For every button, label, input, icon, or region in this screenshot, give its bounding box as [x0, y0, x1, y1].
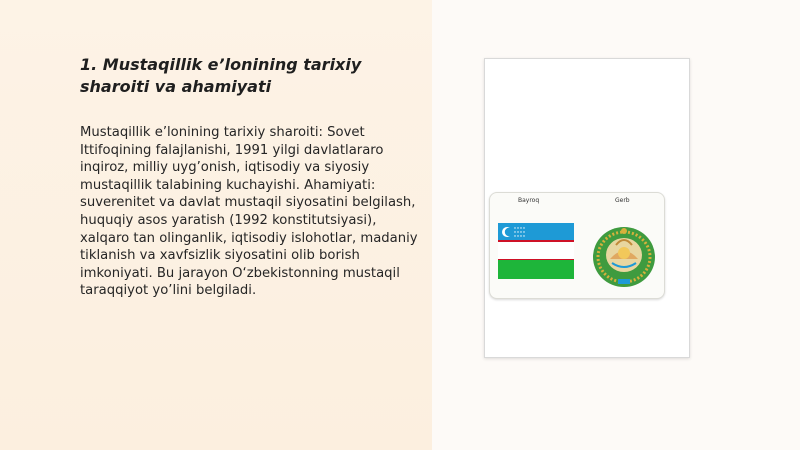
- uzbekistan-flag-icon: [498, 223, 574, 279]
- emblem-label: Gerb: [615, 197, 630, 204]
- uzbekistan-emblem-icon: [590, 223, 658, 289]
- slide-body-text: Mustaqillik e’lonining tarixiy sharoiti: Sovet Ittifoqining falajlanishi, 1991 yilgi davlatlararo inqiroz, milliy uyg’onish, iqtisodiy va siyosiy mustaqillik talabining kuchayishi. Ahamiyati: suverenitet va davlat mustaqil siyosatini belgilash, huquqiy asos yaratish (1992 konstitutsiyasi), xalqaro tan olinganlik, iqtisodiy islohotlar, madaniy tiklanish va xavfsizlik siyosatini olib borish imkoniyati. Bu jarayon O‘zbekistonning mustaqil taraqqiyot yo’lini belgiladi.: [80, 125, 418, 299]
- slide-title: 1. Mustaqillik e’lonining tarixiy sharoiti va ahamiyati: [80, 55, 362, 96]
- flag-label: Bayroq: [518, 197, 540, 204]
- document-page-image: [484, 58, 690, 358]
- state-symbols-card: [489, 192, 665, 299]
